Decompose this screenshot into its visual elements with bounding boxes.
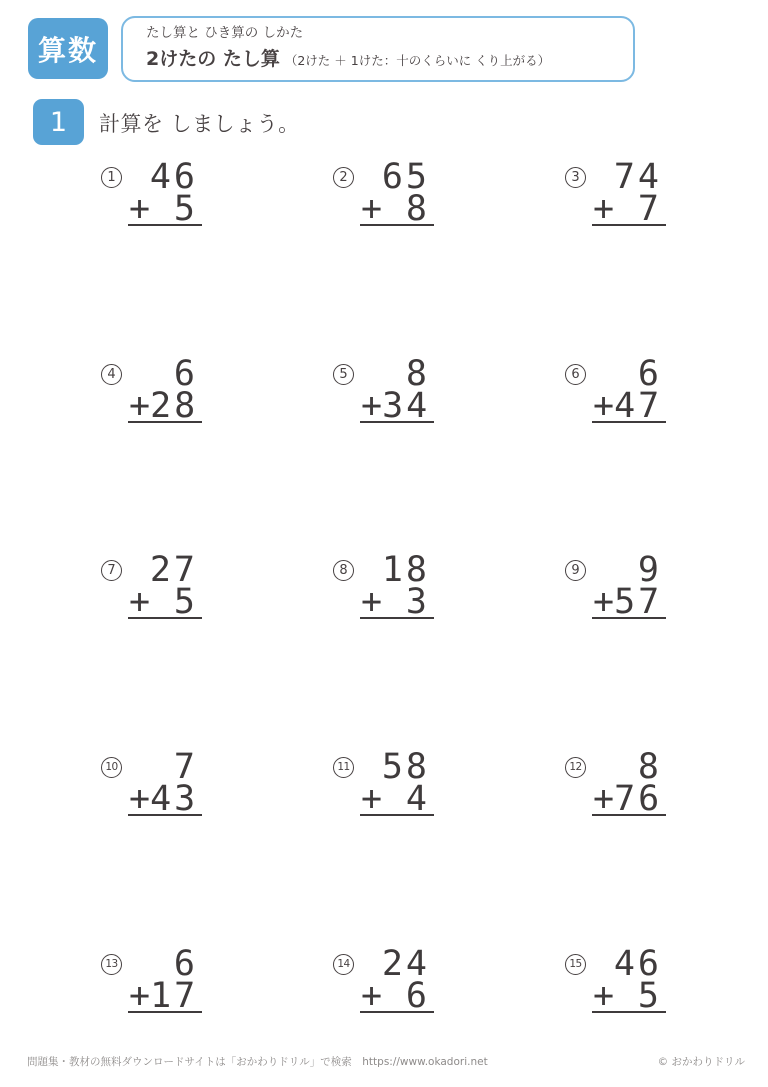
problem — [99, 747, 331, 948]
problem-number-circle — [101, 757, 122, 778]
plus-operator: + — [361, 582, 383, 623]
bottom-row-with-answer-line — [360, 779, 434, 820]
vertical-calculation — [592, 943, 666, 1016]
vertical-calculation — [128, 943, 202, 1016]
problem — [331, 157, 563, 358]
vertical-calculation — [128, 550, 202, 623]
bottom-operand: 8 — [405, 189, 430, 229]
problem-number: 1 — [107, 170, 116, 185]
problem-number-circle — [565, 757, 586, 778]
problem — [99, 353, 331, 555]
plus-operator: + — [593, 779, 615, 820]
vertical-calculation — [592, 353, 666, 426]
top-operand: 8 — [405, 353, 430, 394]
section-number-badge: 1 — [33, 99, 84, 145]
problem-number-circle — [333, 954, 354, 975]
plus-operator: + — [593, 582, 615, 623]
bottom-row-with-answer-line — [128, 582, 202, 623]
problem-number-circle — [101, 560, 122, 581]
problem-number-circle — [333, 364, 354, 385]
vertical-calculation — [592, 157, 666, 229]
footer-copyright: © おかわりドリル — [657, 1056, 745, 1068]
top-operand: 18 — [381, 550, 430, 591]
bottom-operand: 47 — [614, 385, 663, 426]
bottom-row-with-answer-line — [592, 189, 666, 229]
title-line2-row — [146, 44, 633, 71]
bottom-row-with-answer-line — [360, 189, 434, 229]
problem — [563, 353, 768, 555]
bottom-row-with-answer-line — [360, 385, 434, 426]
bottom-operand: 43 — [150, 779, 199, 820]
bottom-row-with-answer-line — [128, 975, 202, 1016]
bottom-operand: 5 — [173, 582, 198, 623]
problem-number: 4 — [107, 366, 116, 382]
plus-operator: + — [129, 582, 151, 623]
problem-number-circle — [101, 954, 122, 975]
problem — [331, 550, 563, 751]
bottom-row-with-answer-line — [592, 779, 666, 820]
vertical-calculation — [128, 353, 202, 426]
bottom-operand: 34 — [382, 385, 431, 426]
problem-number-circle — [565, 560, 586, 581]
plus-operator: + — [593, 189, 615, 229]
problem-number: 9 — [571, 563, 580, 579]
problem-number: 10 — [105, 761, 118, 774]
bottom-operand: 6 — [405, 975, 430, 1016]
bottom-row-with-answer-line — [128, 189, 202, 229]
problem — [563, 157, 768, 358]
problem — [99, 550, 331, 751]
title-box — [121, 16, 635, 82]
footer-site-info: 問題集・教材の無料ダウンロードサイトは「おかわりドリル」で検索 https://www.okadori.net — [27, 1056, 488, 1068]
bottom-row-with-answer-line — [128, 385, 202, 426]
plus-operator: + — [361, 189, 383, 229]
vertical-calculation — [360, 157, 434, 229]
top-operand: 74 — [613, 157, 662, 197]
section-instruction: 計算を しましょう。 — [99, 112, 300, 136]
problem-number: 8 — [339, 563, 348, 579]
bottom-operand: 3 — [405, 582, 430, 623]
problem-number: 12 — [569, 761, 582, 774]
bottom-operand: 5 — [173, 189, 198, 229]
plus-operator: + — [129, 385, 151, 426]
top-operand: 27 — [149, 550, 198, 591]
vertical-calculation — [360, 943, 434, 1016]
problem-number: 2 — [339, 170, 348, 185]
problem — [563, 550, 768, 751]
problem-number: 14 — [337, 958, 350, 970]
plus-operator: + — [593, 385, 615, 426]
plus-operator: + — [361, 385, 383, 426]
top-operand: 6 — [637, 353, 662, 394]
problem-number: 3 — [571, 170, 580, 185]
top-operand: 9 — [637, 550, 662, 591]
problem — [331, 747, 563, 948]
top-operand: 7 — [173, 747, 198, 788]
problem — [563, 747, 768, 948]
problem-number-circle — [333, 167, 354, 188]
bottom-operand: 7 — [637, 189, 662, 229]
problem-number-circle — [565, 167, 586, 188]
vertical-calculation — [592, 747, 666, 820]
problem-number-circle — [565, 364, 586, 385]
top-operand: 6 — [173, 353, 198, 394]
bottom-row-with-answer-line — [360, 975, 434, 1016]
bottom-operand: 76 — [614, 779, 663, 820]
top-operand: 46 — [613, 943, 662, 984]
bottom-row-with-answer-line — [592, 582, 666, 623]
top-operand: 46 — [149, 157, 198, 197]
bottom-operand: 57 — [614, 582, 663, 623]
problem-number: 5 — [339, 366, 348, 382]
problem-number: 13 — [105, 958, 118, 970]
top-operand: 24 — [381, 943, 430, 984]
plus-operator: + — [361, 975, 383, 1016]
top-operand: 65 — [381, 157, 430, 197]
title-note: （2けた ＋ 1けた：十のくらいに くり上がる） — [284, 53, 551, 68]
problem-number-circle — [565, 954, 586, 975]
plus-operator: + — [129, 779, 151, 820]
vertical-calculation — [360, 550, 434, 623]
bottom-row-with-answer-line — [592, 385, 666, 426]
bottom-row-with-answer-line — [360, 582, 434, 623]
plus-operator: + — [593, 975, 615, 1016]
plus-operator: + — [129, 975, 151, 1016]
problem — [99, 157, 331, 358]
problem-number-circle — [333, 560, 354, 581]
problem-number-circle — [101, 167, 122, 188]
vertical-calculation — [360, 747, 434, 820]
top-operand: 8 — [637, 747, 662, 788]
problem-number: 6 — [571, 366, 580, 382]
bottom-operand: 4 — [405, 779, 430, 820]
worksheet-title: 2けたの たし算 — [146, 48, 280, 70]
problem-number-circle — [101, 364, 122, 385]
vertical-calculation — [128, 157, 202, 229]
problem-number: 11 — [337, 761, 350, 774]
top-operand: 58 — [381, 747, 430, 788]
vertical-calculation — [360, 353, 434, 426]
bottom-operand: 5 — [637, 975, 662, 1016]
problem — [331, 353, 563, 555]
vertical-calculation — [592, 550, 666, 623]
plus-operator: + — [129, 189, 151, 229]
bottom-row-with-answer-line — [592, 975, 666, 1016]
problem-number-circle — [333, 757, 354, 778]
bottom-row-with-answer-line — [128, 779, 202, 820]
vertical-calculation — [128, 747, 202, 820]
problem-number: 15 — [569, 958, 582, 970]
title-line1: たし算と ひき算の しかた — [146, 25, 304, 41]
subject-badge: 算数 — [28, 18, 108, 79]
problem-number: 7 — [107, 563, 116, 579]
top-operand: 6 — [173, 943, 198, 984]
problems-grid — [99, 157, 768, 1087]
bottom-operand: 28 — [150, 385, 199, 426]
bottom-operand: 17 — [150, 975, 199, 1016]
plus-operator: + — [361, 779, 383, 820]
